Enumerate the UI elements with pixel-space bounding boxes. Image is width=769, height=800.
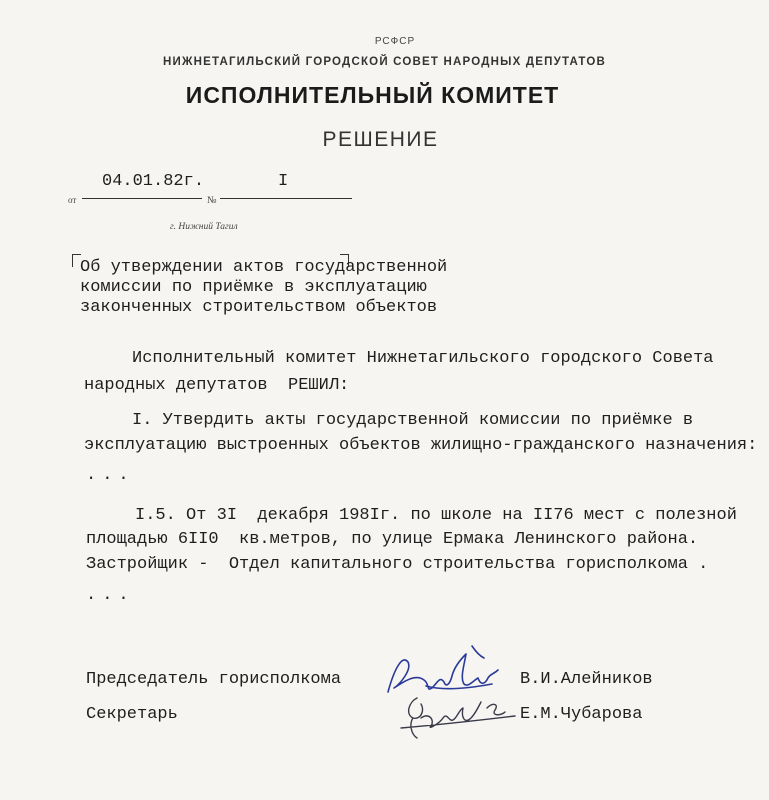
item-line: Застройщик - Отдел капитального строительства горисполкома . [86,555,709,574]
subject-line: комиссии по приёмке в эксплуатацию [80,278,427,297]
intro-line: народных депутатов РЕШИЛ: [84,376,350,395]
document-date: 04.01.82г. [102,172,205,191]
item-line: площадью 6II0 кв.метров, по улице Ермака Ленинского района. [86,530,699,549]
item-line: I.5. От 3I декабря 198Iг. по школе на II76 мест с полезной [135,506,737,525]
date-underline [82,198,202,199]
chair-name: В.И.Алейников [520,670,653,689]
chair-role: Председатель горисполкома [86,670,342,689]
ellipsis: ... [86,466,135,485]
number-underline [220,198,352,199]
number-label: № [207,195,217,206]
secretary-signature [395,688,520,748]
subject-line: Об утверждении актов государственной [80,258,448,277]
subject-line: законченных строительством объектов [80,298,438,317]
date-label: от [68,195,77,205]
committee-heading: ИСПОЛНИТЕЛЬНЫЙ КОМИТЕТ [185,82,560,108]
item-line: эксплуатацию выстроенных объектов жилищно-гражданского назначения: [84,436,758,455]
document-type-heading: РЕШЕНИЕ [322,128,439,151]
intro-line: Исполнительный комитет Нижнетагильского городского Совета [132,349,714,368]
subject-block [80,258,447,318]
country-heading: РСФСР [374,36,416,47]
ellipsis: ... [86,586,135,605]
secretary-name: Е.М.Чубарова [520,705,643,724]
secretary-role: Секретарь [86,705,178,724]
city-label: г. Нижний Тагил [170,222,238,232]
item-line: I. Утвердить акты государственной комиссии по приёмке в [132,411,694,430]
council-heading: НИЖНЕТАГИЛЬСКИЙ ГОРОДСКОЙ СОВЕТ НАРОДНЫХ ДЕПУТАТОВ [163,56,606,68]
document-number: I [278,172,289,191]
